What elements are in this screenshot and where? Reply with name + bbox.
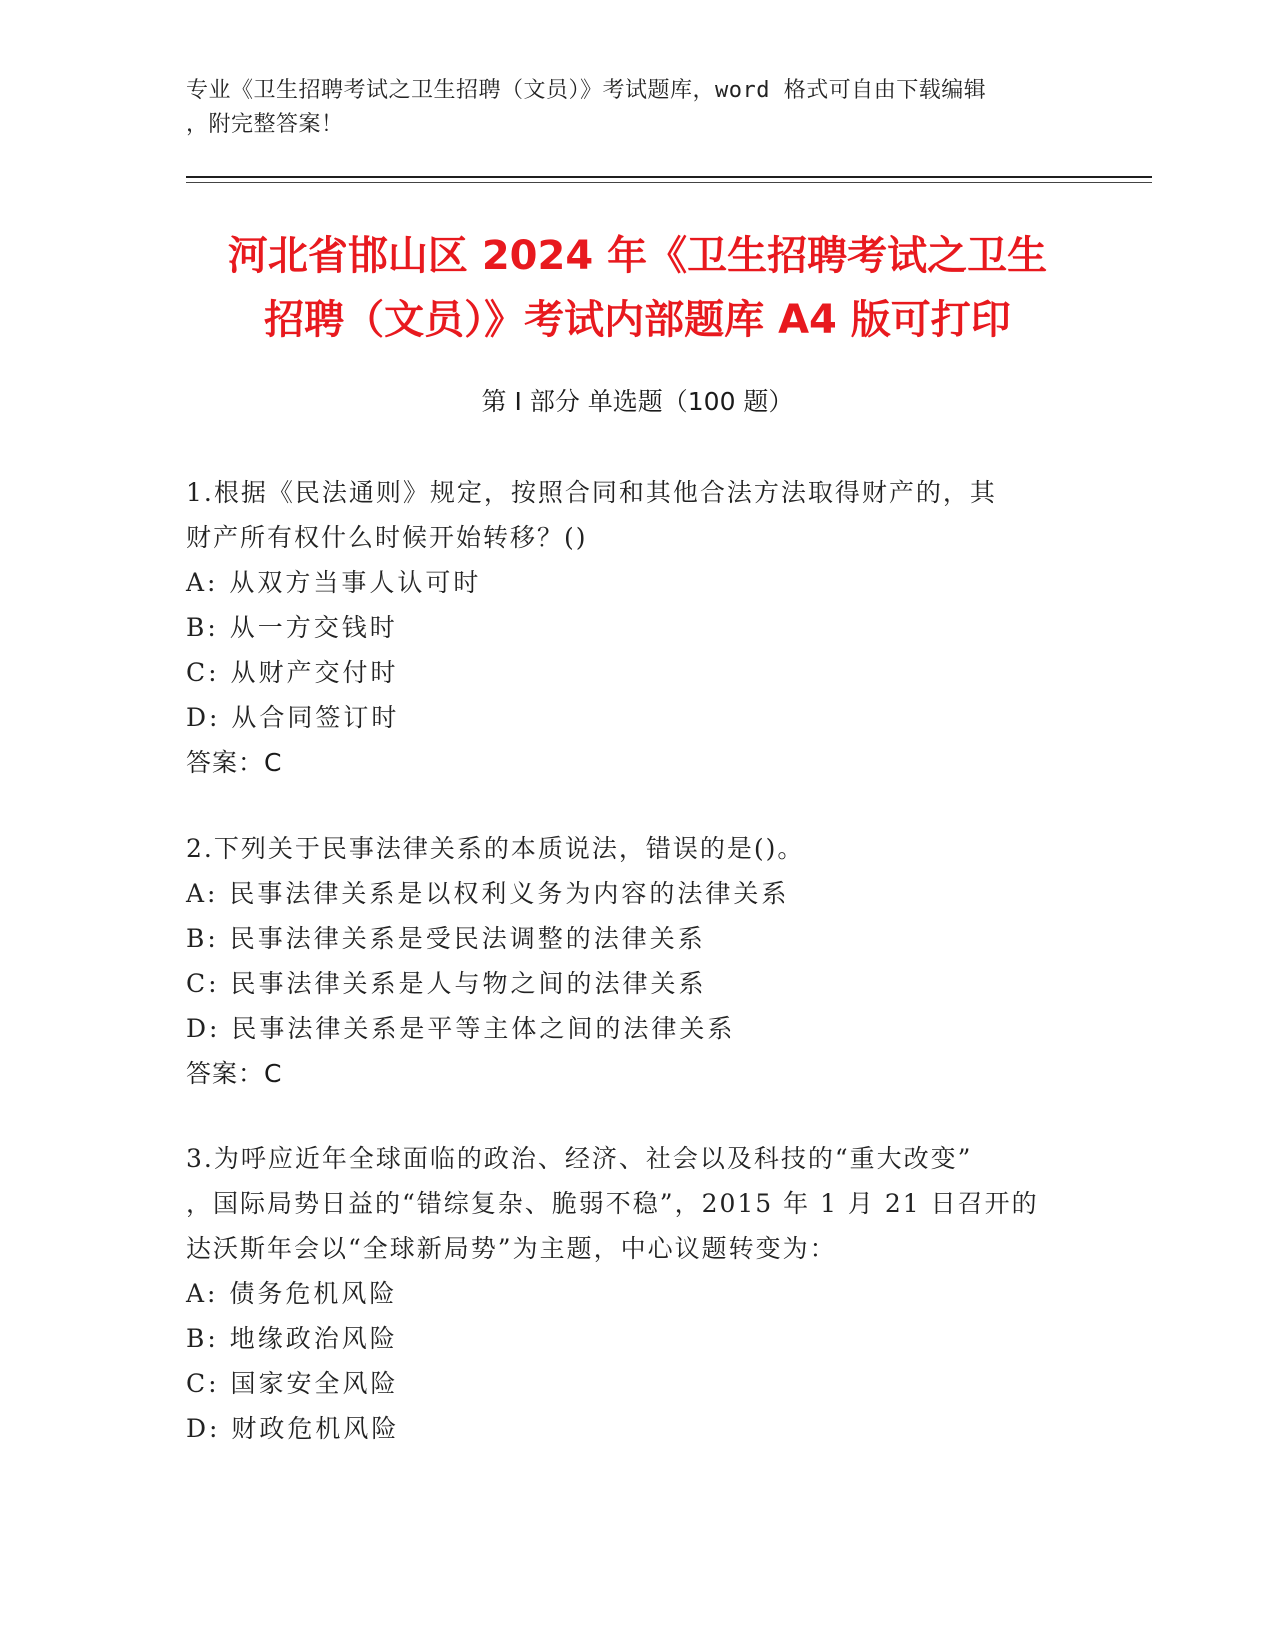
option-a: A: 从双方当事人认可时 <box>186 568 482 597</box>
option-c: C: 民事法律关系是人与物之间的法律关系 <box>186 969 707 998</box>
document-title <box>160 224 1115 352</box>
question-3 <box>186 1136 1146 1451</box>
header-note-line: 专业《卫生招聘考试之卫生招聘（文员）》考试题库，word 格式可自由下载编辑 <box>186 78 987 103</box>
option-d: D: 财政危机风险 <box>186 1414 400 1443</box>
question-stem-line: 3.为呼应近年全球面临的政治、经济、社会以及科技的“重大改变” <box>186 1144 973 1173</box>
header-note <box>186 74 1086 142</box>
option-d: D: 民事法律关系是平等主体之间的法律关系 <box>186 1014 736 1043</box>
question-stem-line: 1.根据《民法通则》规定，按照合同和其他合法方法取得财产的，其 <box>186 478 997 507</box>
header-rule-thin <box>186 182 1152 183</box>
answer-line: 答案：C <box>186 1059 283 1088</box>
document-title-line: 河北省邯山区 2024 年《卫生招聘考试之卫生 <box>227 233 1048 279</box>
option-c: C: 从财产交付时 <box>186 658 399 687</box>
header-rule-thick <box>186 176 1152 178</box>
question-1 <box>186 470 1146 785</box>
answer-line: 答案：C <box>186 748 283 777</box>
section-title: 第 I 部分 单选题（100 题） <box>481 387 794 416</box>
option-a: A: 债务危机风险 <box>186 1279 398 1308</box>
question-stem-line: 2.下列关于民事法律关系的本质说法，错误的是()。 <box>186 834 805 863</box>
option-b: B: 民事法律关系是受民法调整的法律关系 <box>186 924 706 953</box>
option-b: B: 地缘政治风险 <box>186 1324 398 1353</box>
document-title-line: 招聘（文员）》考试内部题库 A4 版可打印 <box>264 297 1011 343</box>
question-stem-line: ，国际局势日益的“错综复杂、脆弱不稳”，2015 年 1 月 21 日召开的 <box>186 1189 1039 1218</box>
question-2 <box>186 826 1146 1096</box>
header-note-line: ，附完整答案！ <box>186 112 344 137</box>
option-d: D: 从合同签订时 <box>186 703 400 732</box>
option-b: B: 从一方交钱时 <box>186 613 398 642</box>
question-stem-line: 财产所有权什么时候开始转移？() <box>186 523 588 552</box>
question-stem-line: 达沃斯年会以“全球新局势”为主题，中心议题转变为： <box>186 1234 837 1263</box>
option-c: C: 国家安全风险 <box>186 1369 399 1398</box>
option-a: A: 民事法律关系是以权利义务为内容的法律关系 <box>186 879 790 908</box>
